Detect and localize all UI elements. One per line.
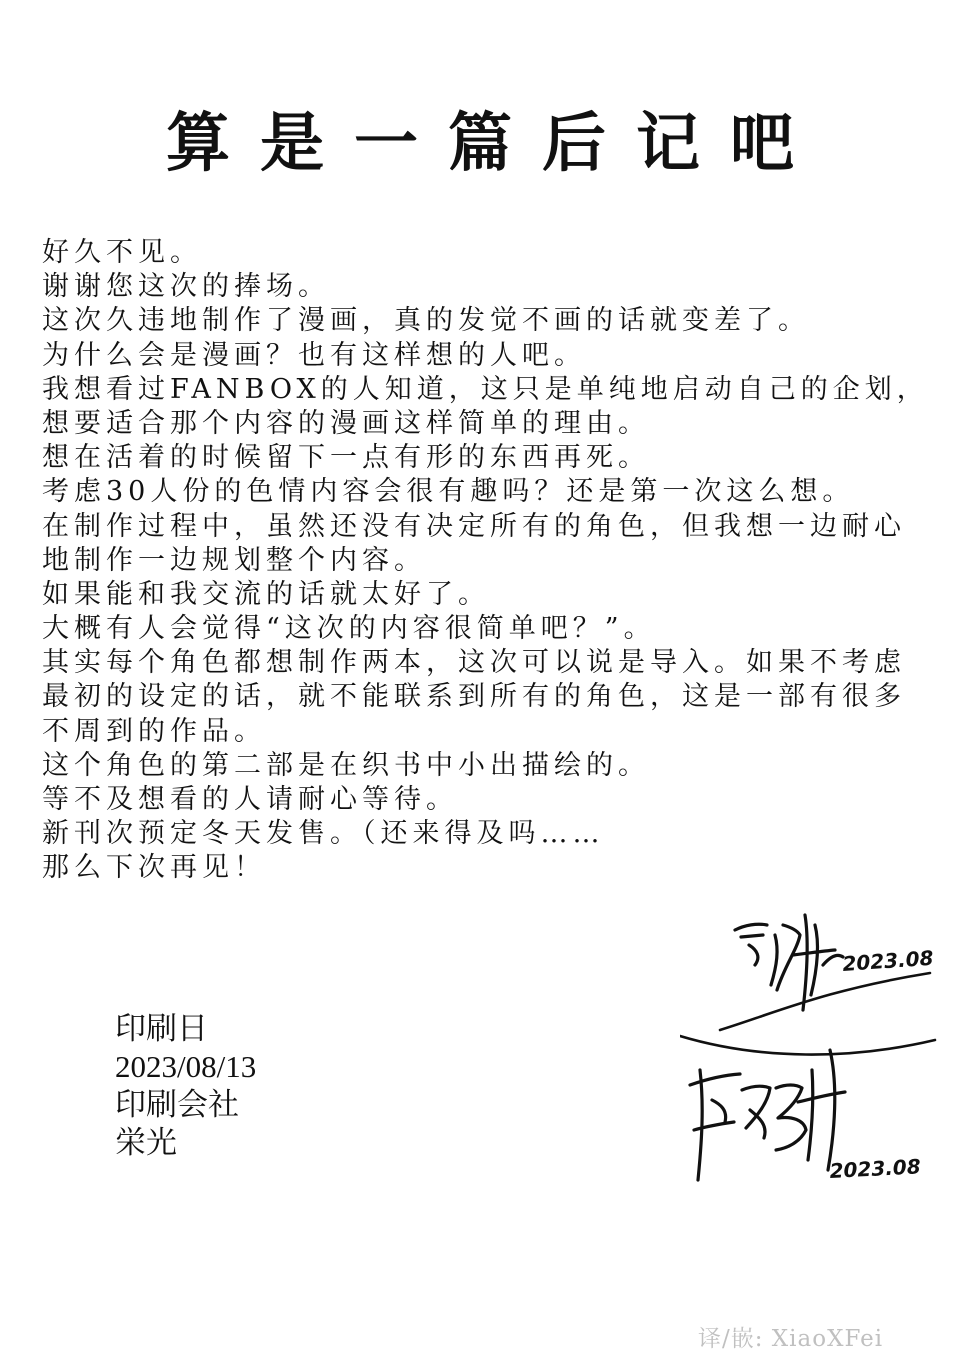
signature-1-date: 2023.08 bbox=[841, 945, 935, 976]
afterword-body bbox=[42, 236, 942, 886]
body-line: 想在活着的时候留下一点有形的东西再死。 bbox=[42, 442, 650, 474]
print-info bbox=[115, 1010, 256, 1162]
print-company-label: 印刷会社 bbox=[115, 1087, 239, 1122]
print-date-label: 印刷日 bbox=[115, 1011, 208, 1046]
body-line: 我想看过FANBOX的人知道，这只是单纯地启动自己的企划， bbox=[42, 373, 929, 405]
body-line: 新刊次预定冬天发售。（还来得及吗…… bbox=[42, 818, 605, 850]
body-line: 这个角色的第二部是在织书中小出描绘的。 bbox=[42, 749, 650, 781]
body-line: 如果能和我交流的话就太好了。 bbox=[42, 578, 490, 610]
print-date: 2023/08/13 bbox=[115, 1049, 257, 1084]
signature-1 bbox=[705, 895, 945, 1035]
page-title: 算是一篇后记吧 bbox=[166, 107, 824, 181]
body-line: 谢谢您这次的捧场。 bbox=[42, 271, 330, 303]
body-line: 最初的设定的话，就不能联系到所有的角色，这是一部有很多 bbox=[42, 681, 906, 713]
translator-credit: 译/嵌: XiaoXFei bbox=[698, 1326, 884, 1352]
body-line: 大概有人会觉得“这次的内容很简单吧？”。 bbox=[42, 613, 656, 645]
body-line: 这次久违地制作了漫画，真的发觉不画的话就变差了。 bbox=[42, 305, 810, 337]
body-line: 在制作过程中，虽然还没有决定所有的角色，但我想一边耐心 bbox=[42, 510, 906, 542]
body-line: 考虑30人份的色情内容会很有趣吗？还是第一次这么想。 bbox=[42, 476, 855, 508]
body-line: 好久不见。 bbox=[42, 237, 202, 268]
body-line: 其实每个角色都想制作两本，这次可以说是导入。如果不考虑 bbox=[42, 647, 906, 679]
signature-2 bbox=[680, 1030, 945, 1210]
body-line: 想要适合那个内容的漫画这样简单的理由。 bbox=[42, 407, 650, 439]
body-line: 为什么会是漫画？也有这样想的人吧。 bbox=[42, 339, 586, 371]
body-line: 等不及想看的人请耐心等待。 bbox=[42, 784, 458, 815]
signature-2-date: 2023.08 bbox=[829, 1154, 922, 1183]
print-company: 栄光 bbox=[115, 1125, 177, 1160]
body-line: 地制作一边规划整个内容。 bbox=[42, 544, 426, 576]
body-line: 那么下次再见！ bbox=[42, 852, 266, 884]
body-line: 不周到的作品。 bbox=[42, 715, 266, 747]
